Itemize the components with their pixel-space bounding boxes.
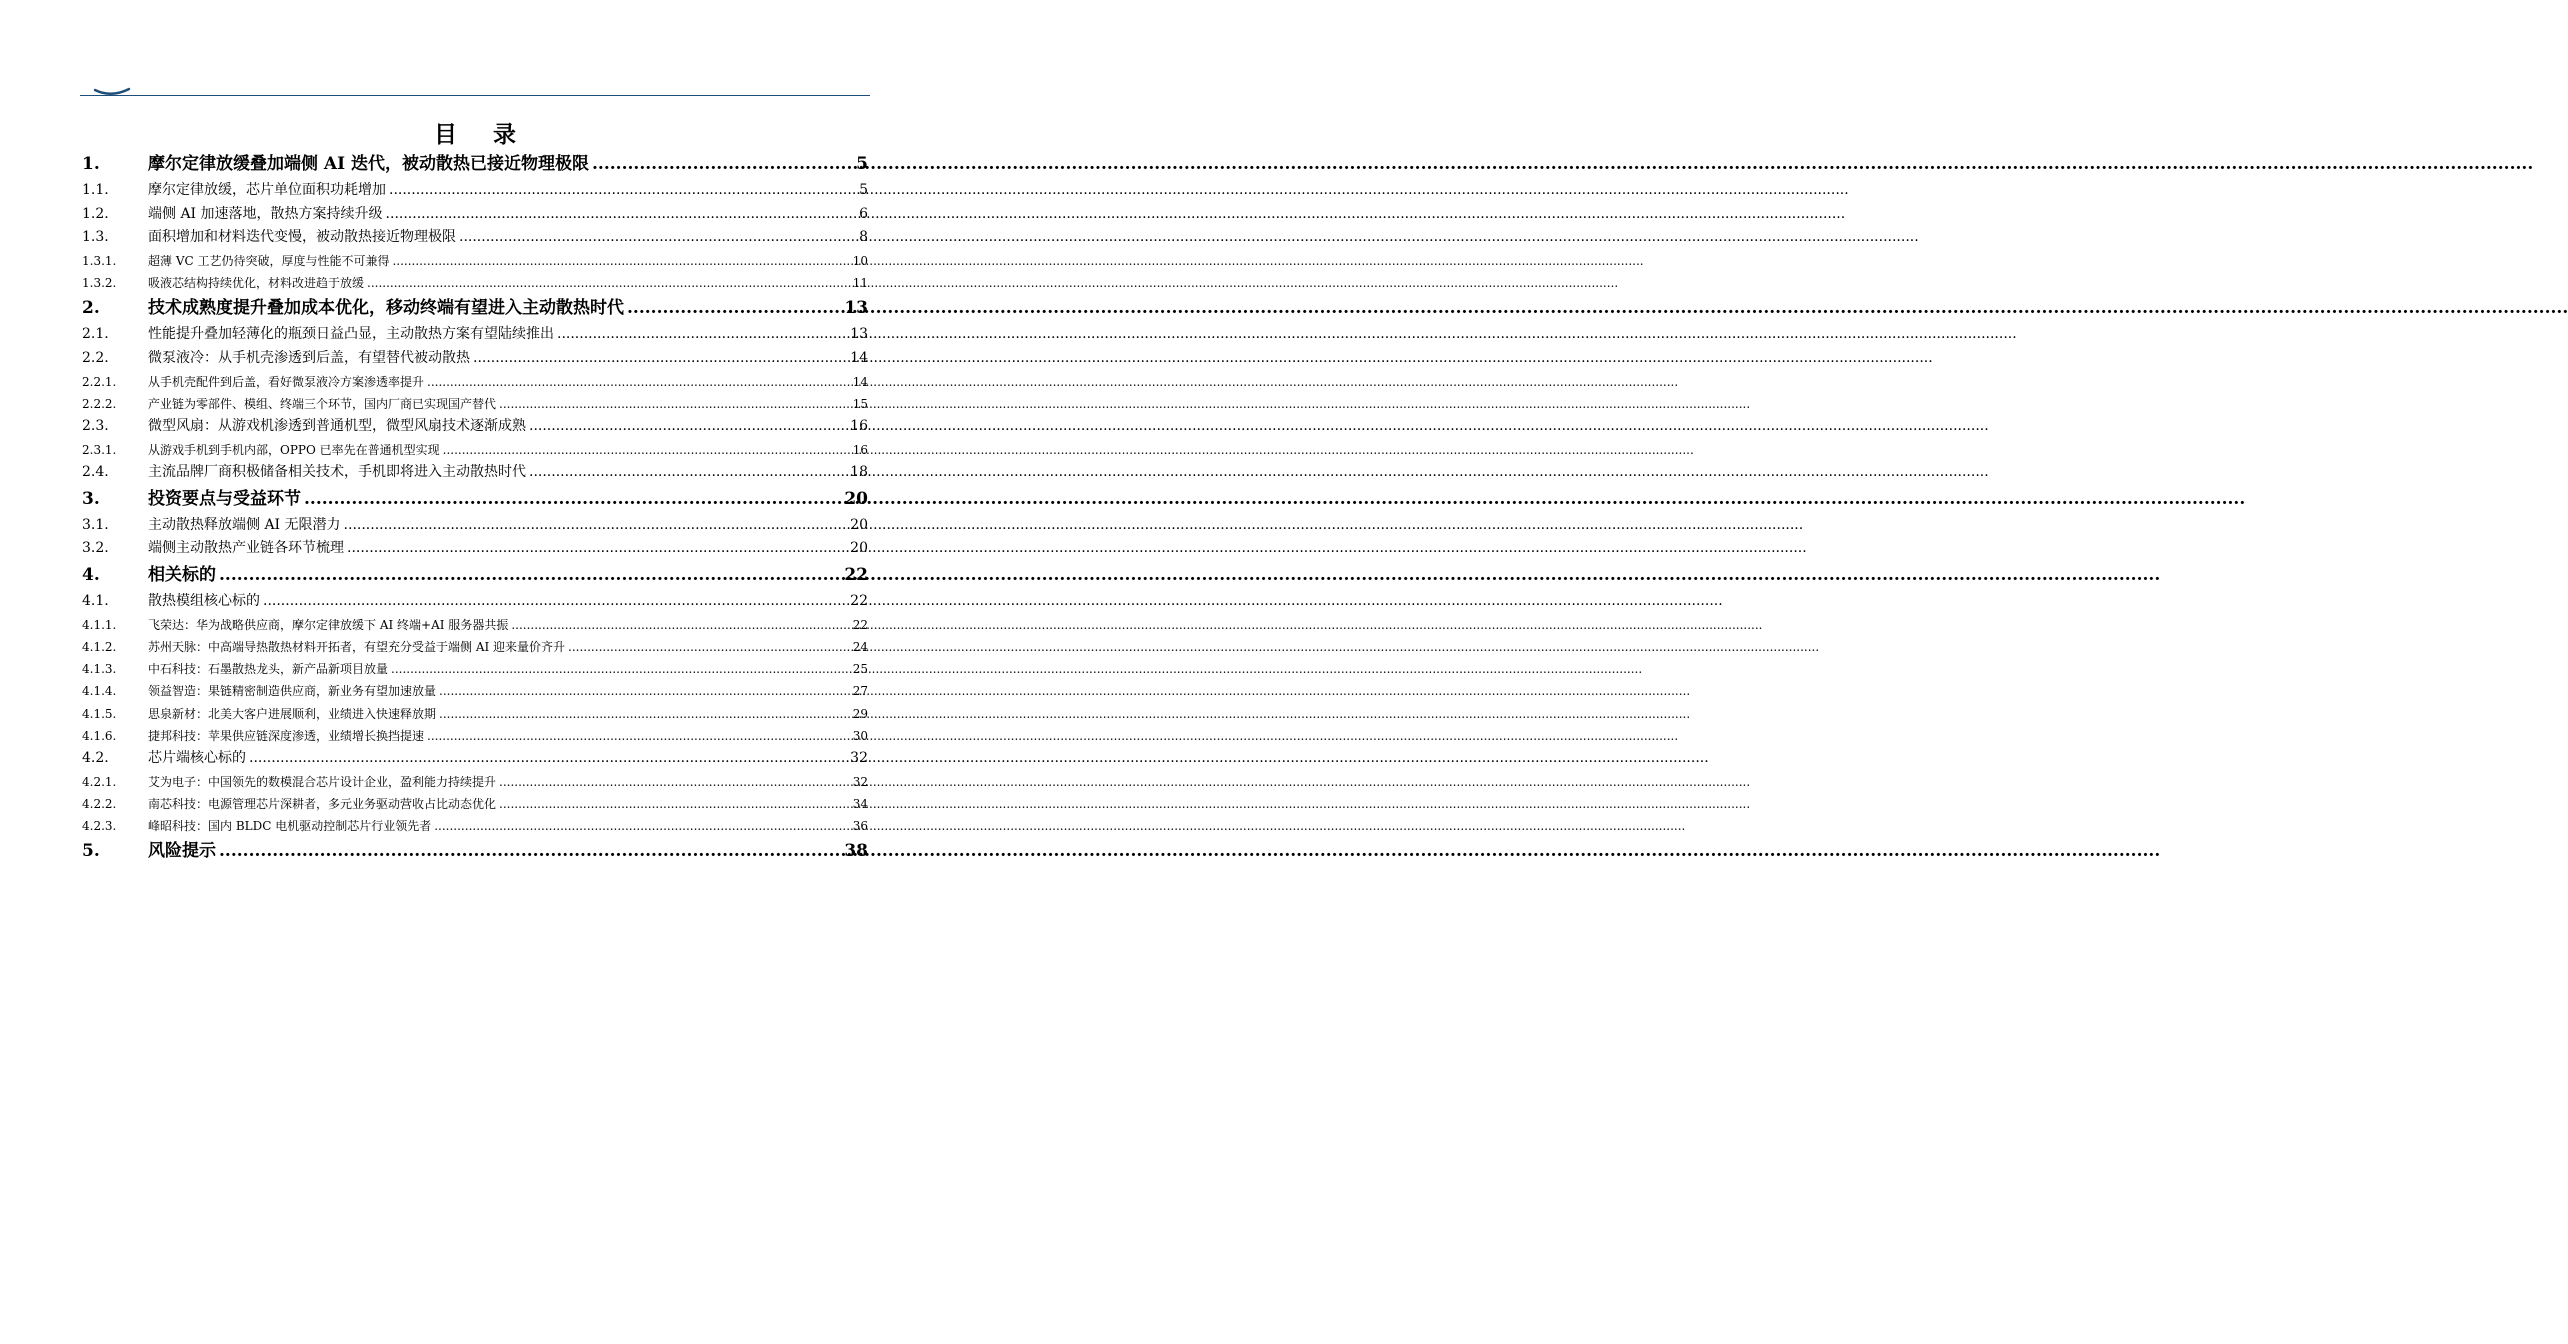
- toc-entry-page[interactable]: 16: [850, 418, 868, 435]
- toc-entry-page[interactable]: 22: [850, 593, 868, 610]
- toc-entry-title[interactable]: 风险提示: [148, 841, 216, 862]
- toc-entry-title[interactable]: 端侧 AI 加速落地，散热方案持续升级: [148, 205, 383, 222]
- toc-dot-leader: [473, 347, 848, 371]
- toc-entry[interactable]: [82, 294, 868, 323]
- toc-entry[interactable]: [82, 771, 868, 793]
- toc-dot-leader: [367, 272, 851, 294]
- toc-entry-page[interactable]: 38: [844, 841, 868, 862]
- toc-entry-page[interactable]: 5: [856, 154, 868, 174]
- toc-dot-leader: [511, 614, 850, 636]
- toc-entry-number: 4.2.2.: [82, 796, 117, 811]
- toc-dot-leader: [392, 250, 850, 272]
- toc-dot-leader: [439, 703, 851, 725]
- toc-entry-number: 4.1.4.: [82, 684, 117, 699]
- toc-entry[interactable]: [82, 150, 868, 179]
- toc-dot-leader: [344, 514, 849, 538]
- toc-entry-title[interactable]: 摩尔定律放缓，芯片单位面积功耗增加: [148, 182, 386, 198]
- toc-entry-title[interactable]: 苏州天脉：中高端导热散热材料开拓者，有望充分受益于端侧 AI 迎来量价齐升: [148, 640, 566, 654]
- toc-entry-number: 2.: [82, 298, 100, 319]
- toc-entry-page[interactable]: 14: [852, 374, 868, 389]
- toc-entry-title[interactable]: 峰昭科技：国内 BLDC 电机驱动控制芯片行业领先者: [148, 819, 432, 833]
- toc-entry[interactable]: [82, 347, 868, 371]
- toc-entry[interactable]: [82, 323, 868, 347]
- toc-entry-number: 1.2.: [82, 205, 109, 222]
- toc-dot-leader: [627, 294, 842, 323]
- toc-entry[interactable]: [82, 485, 868, 514]
- toc-entry-title[interactable]: 端侧主动散热产业链各环节梳理: [148, 540, 344, 557]
- toc-dot-leader: [459, 226, 857, 250]
- toc-entry-number: 4.2.1.: [82, 774, 117, 789]
- toc-entry[interactable]: [82, 250, 868, 272]
- toc-entry-title[interactable]: 思泉新材：北美大客户进展顺利，业绩进入快速释放期: [148, 706, 437, 721]
- toc-entry-title[interactable]: 超薄 VC 工艺仍待突破，厚度与性能不可兼得: [148, 254, 390, 269]
- toc-entry-title[interactable]: 吸液芯结构持续优化，材料改进趋于放缓: [148, 276, 365, 291]
- toc-entry[interactable]: [82, 461, 868, 485]
- toc-entry-page[interactable]: 22: [844, 565, 868, 586]
- toc-entry-page[interactable]: 32: [850, 749, 868, 766]
- toc-entry-title[interactable]: 从手机壳配件到后盖，看好微泵液冷方案渗透率提升: [148, 374, 425, 389]
- toc-entry-title[interactable]: 产业链为零部件、模组、终端三个环节，国内厂商已实现国产替代: [148, 397, 497, 411]
- toc-entry-number: 2.3.1.: [82, 442, 117, 457]
- toc-entry-title[interactable]: 芯片端核心标的: [148, 749, 246, 766]
- toc-entry-number: 4.: [82, 565, 100, 586]
- toc-entry[interactable]: [82, 837, 868, 866]
- toc-entry-page[interactable]: 13: [850, 326, 868, 343]
- toc-entry-page[interactable]: 20: [850, 540, 868, 557]
- toc-entry-number: 2.3.: [82, 418, 109, 435]
- toc-dot-leader: [439, 680, 851, 702]
- toc-entry-number: 4.2.3.: [82, 819, 117, 833]
- toc-entry[interactable]: [82, 179, 868, 203]
- toc-entry-page[interactable]: 24: [852, 640, 868, 654]
- toc-dot-leader: [529, 415, 848, 439]
- toc-dot-leader: [499, 771, 851, 793]
- toc-entry-page[interactable]: 16: [852, 442, 868, 457]
- toc-entry[interactable]: [82, 393, 868, 415]
- toc-entry[interactable]: [82, 614, 868, 636]
- wave-logo-icon: [93, 84, 133, 98]
- toc-entry[interactable]: [82, 680, 868, 702]
- toc-entry-number: 1.: [82, 154, 100, 174]
- toc-entry-title[interactable]: 面积增加和材料迭代变慢，被动散热接近物理极限: [148, 229, 456, 246]
- toc-entry-page[interactable]: 20: [850, 516, 868, 533]
- toc-entry-page[interactable]: 8: [859, 229, 868, 246]
- toc-entry-page[interactable]: 14: [850, 350, 868, 367]
- toc-entry[interactable]: [82, 793, 868, 815]
- toc-entry[interactable]: [82, 815, 868, 837]
- toc-dot-leader: [304, 485, 842, 514]
- toc-entry[interactable]: [82, 272, 868, 294]
- toc-entry-title[interactable]: 性能提升叠加轻薄化的瓶颈日益凸显，主动散热方案有望陆续推出: [148, 326, 554, 343]
- toc-dot-leader: [249, 747, 848, 771]
- toc-entry-page[interactable]: 20: [844, 488, 868, 509]
- toc-entry-number: 2.2.2.: [82, 397, 117, 411]
- toc-entry-page[interactable]: 27: [852, 684, 868, 699]
- toc-entry[interactable]: [82, 439, 868, 461]
- toc-entry[interactable]: [82, 658, 868, 680]
- toc-entry-number: 5.: [82, 841, 100, 862]
- table-of-contents: [82, 150, 868, 866]
- toc-entry-page[interactable]: 6: [859, 205, 868, 222]
- toc-entry[interactable]: [82, 415, 868, 439]
- toc-entry-title[interactable]: 主动散热释放端侧 AI 无限潜力: [148, 516, 341, 533]
- toc-entry-number: 1.1.: [82, 182, 109, 198]
- toc-entry[interactable]: [82, 590, 868, 614]
- toc-entry[interactable]: [82, 703, 868, 725]
- toc-dot-leader: [568, 636, 851, 658]
- toc-entry-title[interactable]: 捷邦科技：苹果供应链深度渗透，业绩增长换挡提速: [148, 728, 425, 743]
- toc-entry-page[interactable]: 15: [852, 397, 868, 411]
- toc-entry-number: 3.1.: [82, 516, 109, 533]
- toc-entry-page[interactable]: 32: [852, 774, 868, 789]
- toc-entry-page[interactable]: 29: [852, 706, 868, 721]
- toc-dot-leader: [386, 203, 858, 227]
- toc-entry-number: 4.1.6.: [82, 728, 117, 743]
- toc-entry[interactable]: [82, 636, 868, 658]
- toc-entry-title[interactable]: 投资要点与受益环节: [148, 488, 301, 509]
- toc-entry-number: 1.3.1.: [82, 254, 117, 269]
- toc-entry[interactable]: [82, 537, 868, 561]
- toc-entry[interactable]: [82, 514, 868, 538]
- toc-entry-number: 1.3.: [82, 229, 109, 246]
- toc-entry[interactable]: [82, 561, 868, 590]
- toc-entry-title[interactable]: 微型风扇：从游戏机渗透到普通机型，微型风扇技术逐渐成熟: [148, 418, 526, 435]
- toc-entry-page[interactable]: 25: [852, 662, 868, 677]
- toc-entry-title[interactable]: 主流品牌厂商积极储备相关技术，手机即将进入主动散热时代: [148, 464, 526, 481]
- toc-dot-leader: [391, 658, 851, 680]
- toc-entry-page[interactable]: 34: [852, 796, 868, 811]
- toc-entry-title[interactable]: 微泵液冷：从手机壳渗透到后盖，有望替代被动散热: [148, 350, 470, 367]
- toc-dot-leader: [427, 725, 851, 747]
- toc-dot-leader: [219, 561, 842, 590]
- toc-entry-number: 4.2.: [82, 749, 109, 766]
- toc-entry-title[interactable]: 南芯科技：电源管理芯片深耕者，多元业务驱动营收占比动态优化: [148, 796, 497, 811]
- toc-entry-number: 3.2.: [82, 540, 109, 557]
- toc-entry-title[interactable]: 相关标的: [148, 565, 216, 586]
- toc-dot-leader: [427, 371, 851, 393]
- toc-entry[interactable]: [82, 203, 868, 227]
- toc-entry[interactable]: [82, 226, 868, 250]
- toc-dot-leader: [557, 323, 848, 347]
- toc-dot-leader: [499, 793, 851, 815]
- toc-entry-title[interactable]: 从游戏手机到手机内部，OPPO 已率先在普通机型实现: [148, 442, 440, 457]
- toc-entry-title[interactable]: 散热模组核心标的: [148, 593, 260, 610]
- header-rule: [80, 95, 870, 96]
- toc-entry-number: 4.1.: [82, 593, 109, 610]
- toc-dot-leader: [263, 590, 848, 614]
- toc-entry-page[interactable]: 30: [852, 728, 868, 743]
- toc-dot-leader: [219, 837, 842, 866]
- toc-entry-number: 4.1.3.: [82, 662, 117, 677]
- toc-entry-page[interactable]: 5: [859, 182, 868, 198]
- toc-dot-leader: [347, 537, 848, 561]
- toc-entry-title[interactable]: 技术成熟度提升叠加成本优化，移动终端有望进入主动散热时代: [148, 298, 624, 319]
- toc-entry-title[interactable]: 艾为电子：中国领先的数模混合芯片设计企业，盈利能力持续提升: [148, 774, 497, 789]
- toc-dot-leader: [434, 815, 850, 837]
- toc-entry-title[interactable]: 飞荣达：华为战略供应商，摩尔定律放缓下 AI 终端+AI 服务器共振: [148, 617, 509, 632]
- toc-entry-title[interactable]: 摩尔定律放缓叠加端侧 AI 迭代，被动散热已接近物理极限: [148, 154, 589, 174]
- toc-dot-leader: [592, 150, 854, 179]
- toc-entry-page[interactable]: 36: [852, 819, 868, 833]
- toc-entry-number: 2.2.: [82, 350, 109, 367]
- toc-entry-number: 1.3.2.: [82, 276, 117, 291]
- toc-entry-number: 4.1.2.: [82, 640, 117, 654]
- toc-entry[interactable]: [82, 725, 868, 747]
- toc-entry-number: 2.1.: [82, 326, 109, 343]
- toc-entry-number: 2.4.: [82, 464, 109, 481]
- toc-entry[interactable]: [82, 371, 868, 393]
- toc-entry-title[interactable]: 中石科技：石墨散热龙头，新产品新项目放量: [148, 662, 389, 677]
- toc-dot-leader: [443, 439, 851, 461]
- toc-entry-number: 2.2.1.: [82, 374, 117, 389]
- toc-entry-page[interactable]: 11: [852, 276, 868, 291]
- toc-entry-title[interactable]: 领益智造：果链精密制造供应商，新业务有望加速放量: [148, 684, 437, 699]
- toc-dot-leader: [529, 461, 848, 485]
- toc-title: 目 录: [433, 121, 530, 148]
- toc-dot-leader: [499, 393, 851, 415]
- toc-dot-leader: [389, 179, 857, 203]
- toc-entry-page[interactable]: 10: [852, 254, 868, 269]
- toc-entry-page[interactable]: 13: [844, 298, 868, 319]
- toc-entry-number: 4.1.1.: [82, 617, 117, 632]
- toc-entry-number: 3.: [82, 488, 100, 509]
- toc-entry-page[interactable]: 22: [852, 617, 868, 632]
- toc-entry-page[interactable]: 18: [850, 464, 868, 481]
- toc-entry[interactable]: [82, 747, 868, 771]
- toc-entry-number: 4.1.5.: [82, 706, 117, 721]
